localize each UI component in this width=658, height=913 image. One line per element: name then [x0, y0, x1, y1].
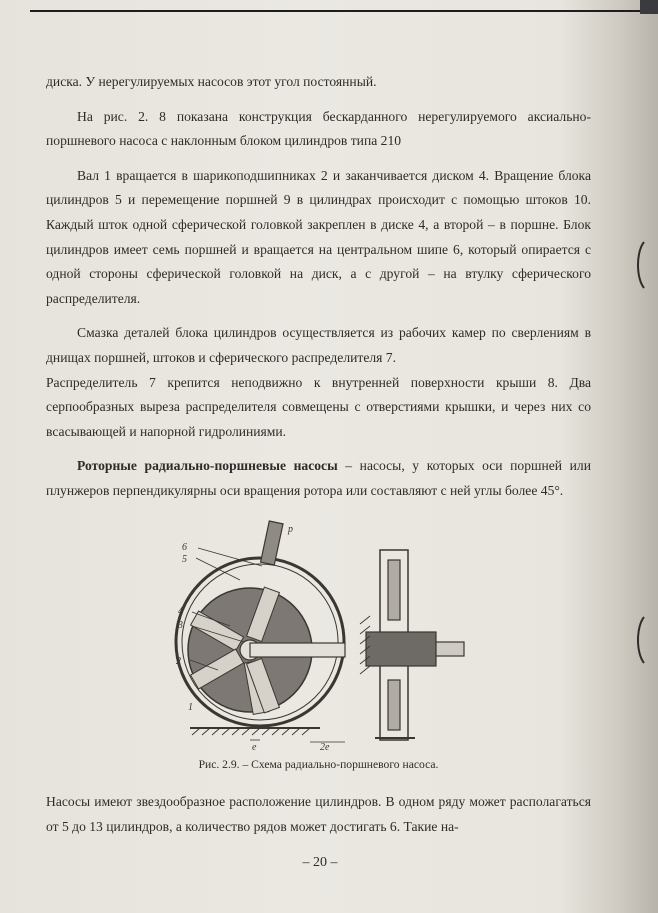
paragraph: Смазка деталей блока цилиндров осуществляется из рабочих камер по сверлениям в днищах поршней, штоков и сферического распределителя 7. [46, 325, 591, 365]
paragraph: На рис. 2. 8 показана конструкция бескарданного нерегулируемого аксиально-поршневого насоса с наклонным блоком цилиндров типа 210 [46, 108, 591, 149]
label-6: 6 [182, 542, 187, 553]
paragraph-rotary [46, 454, 591, 503]
label-2: 2 [176, 656, 181, 667]
top-rod [261, 521, 283, 565]
label-5: 5 [182, 554, 187, 565]
label-3: 3 [178, 620, 183, 631]
label-2e: 2е [320, 742, 330, 750]
label-1: 1 [188, 702, 193, 713]
paragraph: Распределитель 7 крепится неподвижно к внутренней поверхности крыши 8. Два серпообразных выреза распределителя совмещены с отверстиями крышки, и через них со всасывающей и напорной гидролиниями. [46, 374, 591, 439]
side-shaft [436, 642, 464, 656]
binder-hole [634, 615, 648, 665]
page-corner [640, 0, 658, 14]
paragraph: Вал 1 вращается в шарикоподшипниках 2 и заканчивается диском 4. Вращение блока цилиндров 5 и перемещение поршней 9 в цилиндрах происходит с помощью штоков 10. Каждый шток одной сферической головкой закреплен в диске 4, а второй – в поршне. Блок цилиндров имеет семь поршней и вращается на центральном шипе 6, который опирается с одной стороны сферической головкой на диск, а с другой – на втулку сферического распределителя. [46, 167, 591, 306]
paragraph: диска. У нерегулируемых насосов этот угол постоянный. [46, 74, 377, 89]
side-shaft-housing [366, 632, 436, 666]
page-number: – 20 – [302, 855, 338, 870]
label-p: p [288, 524, 293, 535]
top-edge-line [30, 10, 658, 12]
figure-caption: Рис. 2.9. – Схема радиально-поршневого насоса. [198, 758, 439, 771]
side-piston [388, 560, 400, 620]
label-e: е [252, 742, 257, 750]
rotary-text: – насосы, у которых оси поршней или плунжеров перпендикулярны оси вращения ротора или составляют с ней углы более 45°. [46, 458, 591, 498]
rotary-heading: Роторные радиально-поршневые насосы [77, 458, 338, 474]
radial-piston-pump-diagram [170, 520, 470, 750]
side-piston [388, 680, 400, 730]
axle [250, 643, 345, 657]
label-4: 4 [178, 606, 183, 617]
binder-hole [634, 240, 648, 290]
paragraph: Насосы имеют звездообразное расположение цилиндров. В одном ряду может располагаться от 5 до 13 цилиндров, а количество рядов может достигать 6. Такие на- [46, 794, 591, 834]
body-text [46, 70, 591, 514]
